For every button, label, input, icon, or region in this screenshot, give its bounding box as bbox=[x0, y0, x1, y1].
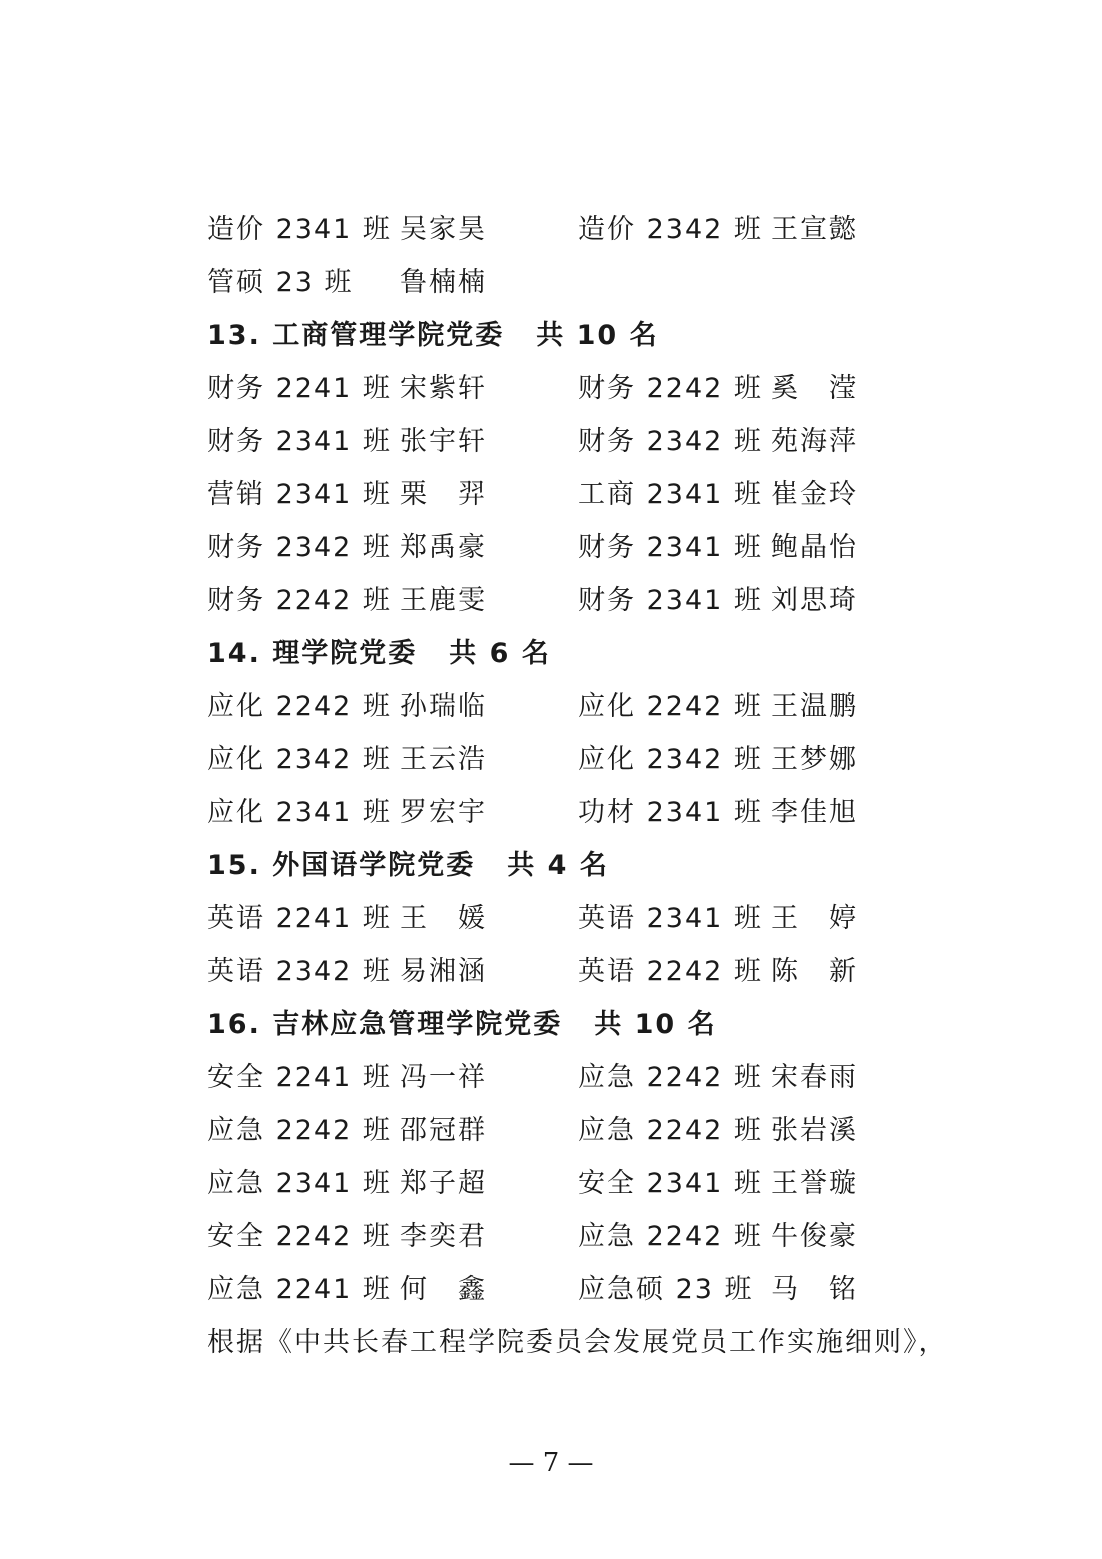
class-name: 营销 2341 班 bbox=[207, 479, 392, 510]
member-name: 鲍晶怡 bbox=[771, 532, 858, 563]
member-name: 李佳旭 bbox=[771, 797, 858, 828]
member-row bbox=[207, 518, 987, 571]
member-row bbox=[207, 889, 987, 942]
member-row bbox=[207, 571, 987, 624]
member-name: 王鹿雯 bbox=[400, 585, 487, 616]
member-name: 郑禹豪 bbox=[400, 532, 487, 563]
class-name: 财务 2341 班 bbox=[207, 426, 392, 457]
member-name: 王梦娜 bbox=[771, 744, 858, 775]
member-entry bbox=[578, 790, 858, 829]
section-total: 共 6 名 bbox=[449, 638, 551, 669]
member-name: 牛俊豪 bbox=[771, 1221, 858, 1252]
class-name: 应化 2242 班 bbox=[578, 691, 763, 722]
member-entry bbox=[207, 366, 578, 405]
class-name: 管硕 23 班 bbox=[207, 267, 354, 298]
member-entry bbox=[207, 896, 578, 935]
member-entry bbox=[578, 525, 858, 564]
member-name: 奚 滢 bbox=[771, 373, 858, 404]
class-name: 英语 2342 班 bbox=[207, 956, 392, 987]
document-body bbox=[207, 200, 987, 1366]
member-name: 张宇轩 bbox=[400, 426, 487, 457]
section-heading bbox=[207, 624, 987, 677]
member-entry bbox=[578, 207, 858, 246]
member-name: 马 铭 bbox=[771, 1274, 858, 1305]
class-name: 财务 2241 班 bbox=[207, 373, 392, 404]
member-row bbox=[207, 1048, 987, 1101]
member-name: 王 婷 bbox=[771, 903, 858, 934]
member-entry bbox=[578, 1108, 858, 1147]
member-name: 郑子超 bbox=[400, 1168, 487, 1199]
section-heading bbox=[207, 306, 987, 359]
member-entry bbox=[207, 737, 578, 776]
class-name: 财务 2242 班 bbox=[207, 585, 392, 616]
class-name: 安全 2242 班 bbox=[207, 1221, 392, 1252]
member-row bbox=[207, 253, 987, 306]
section-title: 13. 工商管理学院党委 bbox=[207, 320, 505, 351]
member-entry bbox=[578, 1267, 858, 1306]
member-name: 张岩溪 bbox=[771, 1115, 858, 1146]
member-entry bbox=[207, 578, 578, 617]
member-name: 鲁楠楠 bbox=[400, 267, 487, 298]
member-name: 宋春雨 bbox=[771, 1062, 858, 1093]
section-total: 共 10 名 bbox=[536, 320, 659, 351]
member-name: 何 鑫 bbox=[400, 1274, 487, 1305]
class-name: 英语 2242 班 bbox=[578, 956, 763, 987]
class-name: 英语 2341 班 bbox=[578, 903, 763, 934]
member-entry bbox=[207, 1055, 578, 1094]
member-entry bbox=[578, 472, 858, 511]
section-title: 15. 外国语学院党委 bbox=[207, 850, 476, 881]
section-title: 16. 吉林应急管理学院党委 bbox=[207, 1009, 563, 1040]
member-name: 王宣懿 bbox=[771, 214, 858, 245]
class-name: 财务 2341 班 bbox=[578, 532, 763, 563]
closing-paragraph: 根据《中共长春工程学院委员会发展党员工作实施细则》， bbox=[207, 1327, 948, 1358]
member-entry bbox=[578, 896, 858, 935]
member-row bbox=[207, 942, 987, 995]
member-name: 陈 新 bbox=[771, 956, 858, 987]
class-name: 造价 2341 班 bbox=[207, 214, 392, 245]
member-entry bbox=[578, 366, 858, 405]
class-name: 应急硕 23 班 bbox=[578, 1274, 754, 1305]
member-name: 栗 羿 bbox=[400, 479, 487, 510]
member-name: 孙瑞临 bbox=[400, 691, 487, 722]
class-name: 财务 2342 班 bbox=[207, 532, 392, 563]
member-row bbox=[207, 1207, 987, 1260]
member-row bbox=[207, 1101, 987, 1154]
section-heading bbox=[207, 995, 987, 1048]
class-name: 安全 2341 班 bbox=[578, 1168, 763, 1199]
member-name: 冯一祥 bbox=[400, 1062, 487, 1093]
member-entry bbox=[578, 1214, 858, 1253]
class-name: 应急 2242 班 bbox=[578, 1062, 763, 1093]
member-name: 王云浩 bbox=[400, 744, 487, 775]
class-name: 功材 2341 班 bbox=[578, 797, 763, 828]
member-row bbox=[207, 1154, 987, 1207]
member-entry bbox=[207, 207, 578, 246]
member-row bbox=[207, 783, 987, 836]
member-name: 王誉璇 bbox=[771, 1168, 858, 1199]
class-name: 应急 2242 班 bbox=[578, 1115, 763, 1146]
member-name: 邵冠群 bbox=[400, 1115, 487, 1146]
member-row bbox=[207, 200, 987, 253]
member-entry bbox=[207, 472, 578, 511]
class-name: 财务 2242 班 bbox=[578, 373, 763, 404]
member-name: 吴家昊 bbox=[400, 214, 487, 245]
member-entry bbox=[578, 737, 858, 776]
class-name: 英语 2241 班 bbox=[207, 903, 392, 934]
member-entry bbox=[207, 790, 578, 829]
member-name: 李奕君 bbox=[400, 1221, 487, 1252]
class-name: 应急 2341 班 bbox=[207, 1168, 392, 1199]
member-entry bbox=[578, 1055, 858, 1094]
member-entry bbox=[578, 684, 858, 723]
member-entry bbox=[578, 578, 858, 617]
member-entry bbox=[578, 949, 858, 988]
section-total: 共 4 名 bbox=[507, 850, 609, 881]
member-name: 王 媛 bbox=[400, 903, 487, 934]
page-number: — 7 — bbox=[508, 1448, 594, 1478]
member-entry bbox=[207, 949, 578, 988]
class-name: 应急 2242 班 bbox=[578, 1221, 763, 1252]
class-name: 应化 2341 班 bbox=[207, 797, 392, 828]
member-row bbox=[207, 677, 987, 730]
member-row bbox=[207, 465, 987, 518]
member-name: 宋紫轩 bbox=[400, 373, 487, 404]
class-name: 造价 2342 班 bbox=[578, 214, 763, 245]
member-name: 王温鹏 bbox=[771, 691, 858, 722]
member-entry bbox=[207, 419, 578, 458]
member-row bbox=[207, 730, 987, 783]
class-name: 财务 2342 班 bbox=[578, 426, 763, 457]
member-name: 崔金玲 bbox=[771, 479, 858, 510]
class-name: 应急 2242 班 bbox=[207, 1115, 392, 1146]
member-row bbox=[207, 1260, 987, 1313]
member-entry bbox=[207, 1267, 578, 1306]
class-name: 应化 2242 班 bbox=[207, 691, 392, 722]
member-name: 易湘涵 bbox=[400, 956, 487, 987]
member-name: 刘思琦 bbox=[771, 585, 858, 616]
member-row bbox=[207, 359, 987, 412]
class-name: 安全 2241 班 bbox=[207, 1062, 392, 1093]
member-entry bbox=[207, 1108, 578, 1147]
member-entry bbox=[207, 1161, 578, 1200]
class-name: 财务 2341 班 bbox=[578, 585, 763, 616]
member-entry bbox=[207, 684, 578, 723]
class-name: 应化 2342 班 bbox=[578, 744, 763, 775]
class-name: 应化 2342 班 bbox=[207, 744, 392, 775]
member-row bbox=[207, 412, 987, 465]
class-name: 应急 2241 班 bbox=[207, 1274, 392, 1305]
section-heading bbox=[207, 836, 987, 889]
member-name: 罗宏宇 bbox=[400, 797, 487, 828]
member-name: 苑海萍 bbox=[771, 426, 858, 457]
class-name: 工商 2341 班 bbox=[578, 479, 763, 510]
section-title: 14. 理学院党委 bbox=[207, 638, 418, 669]
member-entry bbox=[207, 260, 578, 299]
section-total: 共 10 名 bbox=[594, 1009, 717, 1040]
member-entry bbox=[578, 1161, 858, 1200]
member-entry bbox=[207, 525, 578, 564]
member-entry bbox=[207, 1214, 578, 1253]
member-entry bbox=[578, 419, 858, 458]
